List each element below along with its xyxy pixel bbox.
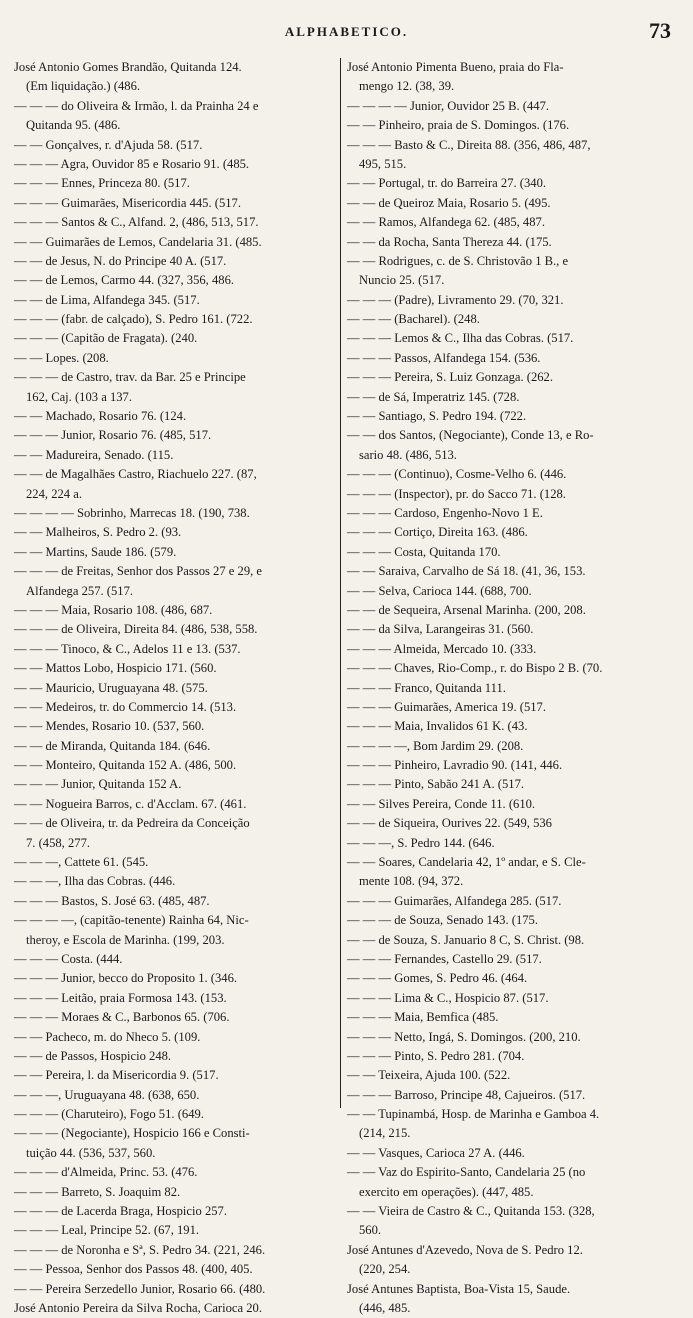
directory-entry-line: — — — Junior, Quitanda 152 A. (14, 777, 182, 792)
directory-entry-line: — — — Franco, Quitanda 111. (347, 680, 506, 695)
directory-entry-line: — — Lopes. (208. (14, 350, 109, 365)
running-title: ALPHABETICO. (284, 24, 409, 39)
directory-entry-line: — — — de Noronha e Sª, S. Pedro 34. (221, 246. (14, 1242, 266, 1257)
directory-entry-line: (220, 254. (359, 1262, 411, 1277)
directory-entry-line: José Antonio Gomes Brandão, Quitanda 124. (14, 60, 242, 74)
directory-entry-line: — — — de Oliveira, Direita 84. (486, 538, 558. (14, 622, 258, 637)
directory-entry-line: — — —, Cattete 61. (545. (14, 855, 149, 870)
directory-entry-line: — — — de Freitas, Senhor dos Passos 27 e 29, e (14, 564, 263, 579)
directory-entry-line: — — — (Negociante), Hospicio 166 e Consti- (14, 1126, 250, 1141)
directory-entry-line: Quitanda 95. (486. (26, 118, 121, 133)
directory-entry-line: — — de Sequeira, Arsenal Marinha. (200, 208. (347, 602, 586, 617)
directory-entry-line: — — da Rocha, Santa Thereza 44. (175. (347, 234, 552, 249)
directory-entry-line: — — Nogueira Barros, c. d'Acclam. 67. (461. (14, 796, 247, 811)
directory-entry-line: — — — — Junior, Ouvidor 25 B. (447. (347, 98, 550, 113)
directory-entry-line: — — — Bastos, S. José 63. (485, 487. (14, 893, 210, 908)
directory-entry-line: — — Pacheco, m. do Nheco 5. (109. (14, 1029, 201, 1044)
directory-entry-line: — — — —, (capitão-tenente) Rainha 64, Nic- (14, 913, 249, 928)
directory-entry-line: — — — d'Almeida, Princ. 53. (476. (14, 1165, 198, 1180)
directory-entry-line: — — de Queiroz Maia, Rosario 5. (495. (347, 195, 551, 210)
directory-entry-line: mente 108. (94, 372. (359, 874, 464, 889)
directory-entry-line: theroy, e Escola de Marinha. (199, 203. (26, 932, 225, 947)
directory-entry-line: — — de Souza, S. Januario 8 C, S. Christ. (98. (347, 932, 585, 947)
directory-entry-line: — — — Barreto, S. Joaquim 82. (14, 1184, 181, 1199)
directory-entry-line: — — — — Sobrinho, Marrecas 18. (190, 738. (14, 505, 250, 520)
directory-entry-line: — — Selva, Carioca 144. (688, 700. (347, 583, 532, 598)
directory-entry-line: — — Madureira, Senado. (115. (14, 447, 174, 462)
directory-entry-line: — — — Moraes & C., Barbonos 65. (706. (14, 1010, 230, 1025)
directory-entry-line: — — —, S. Pedro 144. (646. (347, 835, 495, 850)
directory-entry-line: — — — Netto, Ingá, S. Domingos. (200, 210. (347, 1029, 581, 1044)
directory-entry-line: — — — (Continuo), Cosme-Velho 6. (446. (347, 467, 567, 482)
directory-entry-line: — — Gonçalves, r. d'Ajuda 58. (517. (14, 137, 203, 152)
directory-entry-line: — — Saraiva, Carvalho de Sá 18. (41, 36, 153. (347, 564, 586, 579)
directory-entry-line: — — da Silva, Larangeiras 31. (560. (347, 622, 534, 637)
directory-entry-line: — — — (fabr. de calçado), S. Pedro 161. (722. (14, 312, 253, 327)
directory-entry-line: — — — Leal, Principe 52. (67, 191. (14, 1223, 200, 1238)
directory-entry-line: — — Pereira Serzedello Junior, Rosario 66. (480. (14, 1281, 266, 1296)
left-column (14, 58, 336, 1315)
directory-entry-line: José Antunes d'Azevedo, Nova de S. Pedro 12. (347, 1242, 583, 1257)
directory-entry-line: — — — (Inspector), pr. do Sacco 71. (128. (347, 486, 566, 501)
directory-entry-line: — — Mauricio, Uruguayana 48. (575. (14, 680, 208, 695)
directory-entry-line: — — Martins, Saude 186. (579. (14, 544, 177, 559)
directory-entry-line: mengo 12. (38, 39. (359, 79, 455, 94)
directory-entry-line: — — — Cardoso, Engenho-Novo 1 E. (347, 505, 543, 520)
directory-entry-line: — — —, Uruguayana 48. (638, 650. (14, 1087, 200, 1102)
directory-entry-line: — — Mendes, Rosario 10. (537, 560. (14, 719, 205, 734)
directory-entry-line: — — — Pinheiro, Lavradio 90. (141, 446. (347, 758, 563, 773)
directory-entry-line: — — de Sá, Imperatriz 145. (728. (347, 389, 520, 404)
directory-entry-line: — — — Maia, Rosario 108. (486, 687. (14, 602, 213, 617)
directory-entry-line: — — — Lima & C., Hospicio 87. (517. (347, 990, 549, 1005)
directory-entry-line: — — — (Capitão de Fragata). (240. (14, 331, 198, 346)
directory-entry-line: José Antunes Baptista, Boa-Vista 15, Saude. (347, 1281, 571, 1296)
directory-entry-line: — — — Ennes, Princeza 80. (517. (14, 176, 190, 191)
directory-entry-line: — — de Siqueira, Ourives 22. (549, 536 (347, 816, 552, 831)
directory-entry-line: — — — Agra, Ouvidor 85 e Rosario 91. (485. (14, 156, 250, 171)
directory-columns (14, 58, 680, 1315)
directory-entry-line: — — Machado, Rosario 76. (124. (14, 409, 187, 424)
directory-entry-line: — — — Costa. (444. (14, 951, 123, 966)
directory-entry-line: — — de Oliveira, tr. da Pedreira da Conceição (14, 816, 250, 831)
directory-entry-line: — — — Santos & C., Alfand. 2, (486, 513, 517. (14, 215, 259, 230)
directory-entry-line: — — — Leitão, praia Formosa 143. (153. (14, 990, 227, 1005)
directory-entry-line: sario 48. (486, 513. (359, 447, 457, 462)
directory-entry-line: — — Tupinambá, Hosp. de Marinha e Gamboa 4. (347, 1107, 600, 1122)
directory-entry-line: 495, 515. (359, 156, 407, 171)
directory-entry-line: — — — Cortiço, Direita 163. (486. (347, 525, 528, 540)
directory-entry-line: 162, Caj. (103 a 137. (26, 389, 132, 404)
directory-entry-line: — — — Chaves, Rio-Comp., r. do Bispo 2 B. (70. (347, 661, 603, 676)
directory-entry-line: — — — Pereira, S. Luiz Gonzaga. (262. (347, 370, 553, 385)
column-divider (340, 58, 341, 1108)
directory-entry-line: — — Silves Pereira, Conde 11. (610. (347, 796, 536, 811)
directory-entry-line: — — — Tinoco, & C., Adelos 11 e 13. (537. (14, 641, 241, 656)
directory-entry-line: — — de Magalhães Castro, Riachuelo 227. (87, (14, 467, 257, 482)
directory-entry-line: — — — Costa, Quitanda 170. (347, 544, 501, 559)
directory-entry-line: (214, 215. (359, 1126, 411, 1141)
directory-entry-line: — — Pereira, l. da Misericordia 9. (517. (14, 1068, 219, 1083)
directory-entry-line: — — Rodrigues, c. de S. Christovão 1 B., e (347, 253, 569, 268)
directory-entry-line: — — —, Ilha das Cobras. (446. (14, 874, 176, 889)
directory-entry-line: — — — Basto & C., Direita 88. (356, 486, 487, (347, 137, 591, 152)
directory-entry-line: Nuncio 25. (517. (359, 273, 445, 288)
directory-entry-line: — — — Guimarães, America 19. (517. (347, 699, 547, 714)
directory-entry-line: — — dos Santos, (Negociante), Conde 13, e Ro- (347, 428, 594, 443)
directory-entry-line: — — — Passos, Alfandega 154. (536. (347, 350, 541, 365)
directory-entry-line: — — Guimarães de Lemos, Candelaria 31. (485. (14, 234, 262, 249)
directory-entry-line: — — de Lemos, Carmo 44. (327, 356, 486. (14, 273, 235, 288)
directory-entry-line: — — — (Padre), Livramento 29. (70, 321. (347, 292, 564, 307)
directory-entry-line: — — Mattos Lobo, Hospicio 171. (560. (14, 661, 217, 676)
directory-entry-line: — — — Lemos & C., Ilha das Cobras. (517. (347, 331, 574, 346)
directory-entry-line: — — — Gomes, S. Pedro 46. (464. (347, 971, 528, 986)
directory-entry-line: — — de Lima, Alfandega 345. (517. (14, 292, 200, 307)
page-header (0, 18, 693, 46)
directory-entry-line: Alfandega 257. (517. (26, 583, 134, 598)
directory-entry-line: — — Vasques, Carioca 27 A. (446. (347, 1145, 525, 1160)
directory-entry-line: — — Pessoa, Senhor dos Passos 48. (400, 405. (14, 1262, 253, 1277)
directory-entry-line: — — Vieira de Castro & C., Quitanda 153. (328, (347, 1204, 595, 1219)
directory-entry-line: — — — Almeida, Mercado 10. (333. (347, 641, 537, 656)
directory-entry-line: — — Malheiros, S. Pedro 2. (93. (14, 525, 182, 540)
directory-entry-line: 224, 224 a. (26, 486, 82, 501)
directory-entry-line: — — de Passos, Hospicio 248. (14, 1048, 172, 1063)
directory-entry-line: — — — Junior, Rosario 76. (485, 517. (14, 428, 212, 443)
directory-entry-line: 7. (458, 277. (26, 835, 91, 850)
directory-entry-line: — — — Maia, Bemfica (485. (347, 1010, 499, 1025)
directory-entry-line: José Antonio Pimenta Bueno, praia do Fla- (347, 60, 564, 74)
directory-entry-line: — — — de Castro, trav. da Bar. 25 e Principe (14, 370, 246, 385)
right-column (347, 58, 680, 1315)
directory-entry-line: exercito em operações). (447, 485. (359, 1184, 534, 1199)
directory-entry-line: — — Pinheiro, praia de S. Domingos. (176. (347, 118, 570, 133)
directory-entry-line: — — Ramos, Alfandega 62. (485, 487. (347, 215, 545, 230)
directory-entry-line: — — Portugal, tr. do Barreira 27. (340. (347, 176, 547, 191)
directory-entry-line: — — — de Lacerda Braga, Hospicio 257. (14, 1204, 227, 1219)
directory-entry-line: — — de Miranda, Quitanda 184. (646. (14, 738, 211, 753)
directory-entry-line: (Em liquidação.) (486. (26, 79, 141, 94)
directory-entry-line: — — — Fernandes, Castello 29. (517. (347, 951, 542, 966)
directory-entry-line: — — — (Charuteiro), Fogo 51. (649. (14, 1107, 204, 1122)
directory-entry-line: — — — Barroso, Principe 48, Cajueiros. (517. (347, 1087, 586, 1102)
page-number: 73 (649, 18, 671, 43)
directory-entry-line: — — — Maia, Invalidos 61 K. (43. (347, 719, 528, 734)
directory-entry-line: — — Soares, Candelaria 42, 1º andar, e S. Cle- (347, 855, 586, 870)
directory-entry-line: — — — (Bacharel). (248. (347, 312, 480, 327)
directory-entry-line: tuição 44. (536, 537, 560. (26, 1145, 156, 1160)
directory-entry-line: — — Medeiros, tr. do Commercio 14. (513. (14, 699, 237, 714)
directory-entry-line: — — Monteiro, Quitanda 152 A. (486, 500. (14, 758, 237, 773)
directory-entry-line: — — Santiago, S. Pedro 194. (722. (347, 409, 527, 424)
directory-entry-line: — — — de Souza, Senado 143. (175. (347, 913, 538, 928)
directory-entry-line: — — — Pinto, S. Pedro 281. (704. (347, 1048, 525, 1063)
directory-entry-line: — — — do Oliveira & Irmão, l. da Prainha 24 e (14, 98, 259, 113)
directory-entry-line: — — — Junior, becco do Proposito 1. (346. (14, 971, 238, 986)
directory-entry-line: — — — Guimarães, Alfandega 285. (517. (347, 893, 562, 908)
directory-entry-line: — — — Guimarães, Misericordia 445. (517. (14, 195, 241, 210)
directory-entry-line: — — — Pinto, Sabão 241 A. (517. (347, 777, 525, 792)
directory-entry-line: — — Teixeira, Ajuda 100. (522. (347, 1068, 511, 1083)
directory-entry-line: José Antonio Pereira da Silva Rocha, Carioca 20. (14, 1301, 262, 1315)
directory-entry-line: — — Vaz do Espirito-Santo, Candelaria 25 (no (347, 1165, 586, 1180)
directory-entry-line: — — — —, Bom Jardim 29. (208. (347, 738, 524, 753)
directory-entry-line: (446, 485. (359, 1301, 411, 1315)
directory-entry-line: — — de Jesus, N. do Principe 40 A. (517. (14, 253, 227, 268)
directory-entry-line: 560. (359, 1223, 382, 1238)
